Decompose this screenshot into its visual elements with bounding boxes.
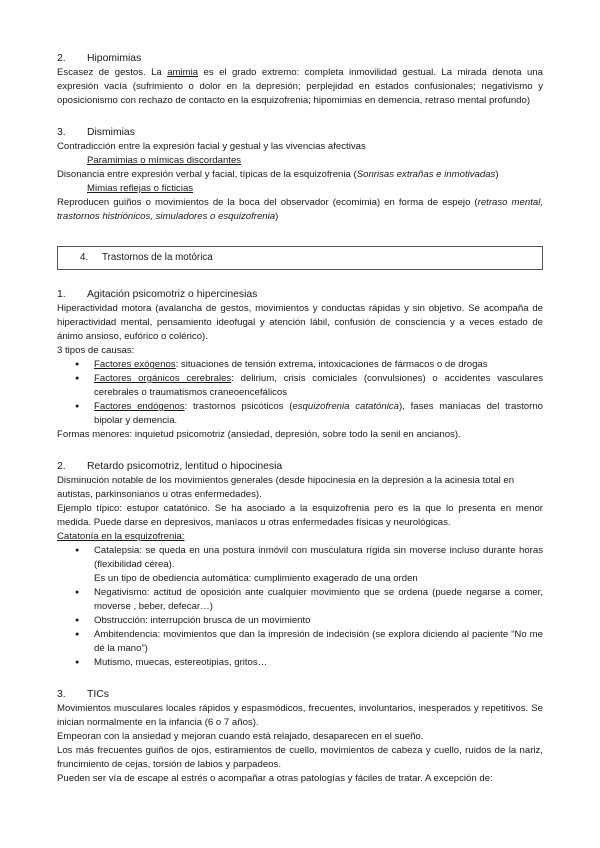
list-item: ● Ambitendencia: movimientos que dan la impresión de indecisión (se explora diciendo al paciente “No me dé la mano”) [57,628,543,656]
subheading-paramimias: Paramimias o mímicas discordantes [87,155,242,166]
list-item: ● Catalepsia: se queda en una postura inmóvil con musculatura rígida sin moverse incluso durante horas (flexibilidad cérea). Es un tipo de obediencia automática: cumplimiento exagerado de una orden [57,544,543,586]
paragraph-tipos-causas: 3 tipos de causas: [57,345,135,356]
subheading-mimias-reflejas: Mimias reflejas o ficticias [87,183,194,194]
list-item: ● Factores exógenos: situaciones de tensión extrema, intoxicaciones de fármacos o de drogas [57,358,543,372]
section-heading-agitacion: 1. Agitación psicomotriz o hipercinesias [57,289,258,300]
subheading-catatonia: Catatonía en la esquizofrenia: [57,531,185,542]
paragraph-mimias-reflejas: Reproducen guiños o movimientos de la boca del observador (ecomimia) en forma de espejo (retraso mental, trastornos histriónicos, simuladores o esquizofrenia) [57,197,543,222]
paragraph-formas-menores: Formas menores: inquietud psicomotriz (ansiedad, depresión, sobre todo la senil en ancianos). [57,429,461,440]
list-item: ● Obstrucción: interrupción brusca de un movimiento [57,614,543,628]
paragraph-tics-frecuentes: Los más frecuentes guiños de ojos, estiramientos de cuello, movimientos de cabeza y cuello, ruidos de la nariz, fruncimiento de cejas, torsión de labios y parpadeos. [57,745,543,770]
paragraph-estupor: Ejemplo típico: estupor catatónico. Se ha asociado a la esquizofrenia pero es la que lo presenta en menor medida. Puede darse en depresivos, maníacos u otras enfermedades físicas y neurológicas. [57,503,543,528]
section-heading-dismimias: 3. Dismimias [57,127,135,138]
boxed-section-heading: 4. Trastornos de la motórica [57,246,543,270]
list-item: ● Mutismo, muecas, estereotipias, gritos… [57,656,543,670]
section-heading-retardo: 2. Retardo psicomotriz, lentitud o hipocinesia [57,461,283,472]
section-heading-tics: 3. TICs [57,689,109,700]
paragraph-dismimias-intro: Contradicción entre la expresión facial y gestual y las vivencias afectivas [57,141,366,152]
paragraph-tics-estres: Pueden ser vía de escape al estrés o acompañar a otras patologías y fáciles de tratar. A excepción de: [57,773,493,784]
list-catatonia [57,544,543,670]
paragraph-tics: Movimientos musculares locales rápidos y espasmódicos, frecuentes, involuntarios, inesperados y repetitivos. Se inician normalmente en la infancia (6 o 7 años). [57,703,543,728]
list-item: ● Negativismo: actitud de oposición ante cualquier movimiento que se ordena (puede negarse a comer, moverse , beber, defecar…) [57,586,543,614]
section-heading-hipomimias: 2. Hipomimias [57,53,142,64]
list-item: ● Factores endógenos: trastornos psicóticos (esquizofrenia catatónica), fases maníacas del trastorno bipolar y demencia. [57,400,543,428]
paragraph-paramimias: Disonancia entre expresión verbal y facial, típicas de la esquizofrenia (Sonrisas extrañas e inmotivadas) [57,169,499,180]
list-causas [57,358,543,428]
paragraph-agitacion: Hiperactividad motora (avalancha de gestos, movimientos y conductas rápidas y sin objetivo. Se acompaña de hiperactividad mental, pensamiento ideofugal y atención lábil, confusión de consciencia y a veces estado de ánimo ansioso, eufórico o colérico). [57,303,543,342]
paragraph-retardo: Disminución notable de los movimientos generales (desde hipocinesia en la depresión a la acinesia total en autistas, parkinsonianos u otras enfermedades). [57,475,515,500]
paragraph-tics-ansiedad: Empeoran con la ansiedad y mejoran cuando está relajado, desaparecen en el sueño. [57,731,424,742]
document-page [57,52,543,786]
paragraph-hipomimias: Escasez de gestos. La amimia es el grado extremo: completa inmovilidad gestual. La mirada denota una expresión vacía (sufrimiento o dolor en la depresión; perplejidad en estados confusionales; negativismo y oposicionismo con rechazo de contacto en la esquizofrenia; hipomimias en demencia, retraso mental profundo) [57,67,543,106]
list-item: ● Factores orgánicos cerebrales: delirium, crisis comiciales (convulsiones) o accidentes vasculares cerebrales o traumatismos craneoencefálicos [57,372,543,400]
